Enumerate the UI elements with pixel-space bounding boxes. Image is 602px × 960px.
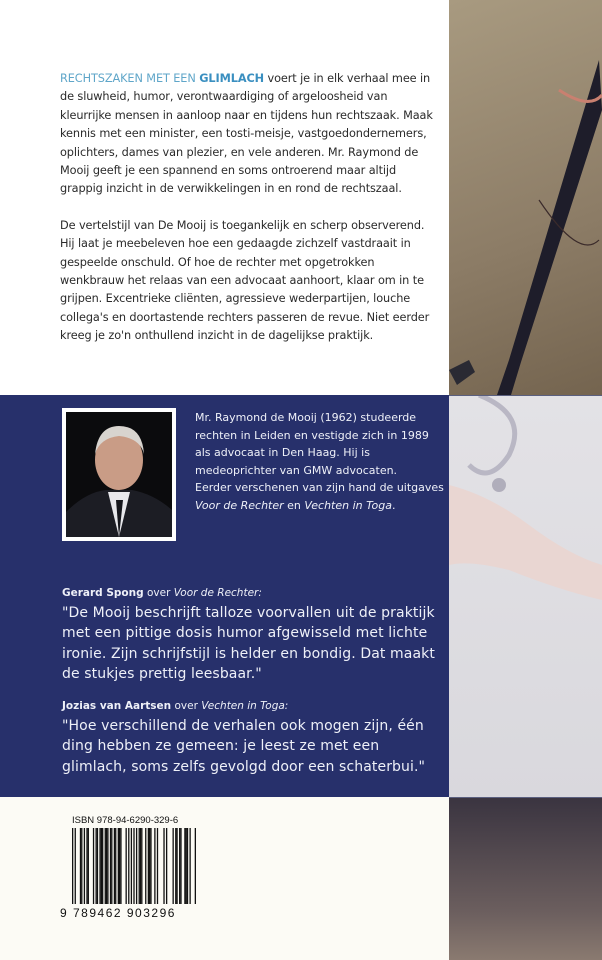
barcode-bar	[95, 828, 96, 904]
barcode-bar	[118, 828, 119, 904]
barcode-bar	[101, 828, 102, 904]
barcode-bar	[105, 828, 106, 904]
barcode-bar	[163, 828, 164, 904]
photo-middle	[449, 395, 602, 797]
blurb-paragraph-1: RECHTSZAKEN MET EEN GLIMLACH voert je in elk verhaal mee in de sluwheid, humor, verontwaardiging of argeloosheid van kleurrijke mensen in aanloop naar en tijdens hun rechtszaak. Maak kennis met een minister, een tosti-meisje, vastgoedondernemers, oplichters, dames van plezier, en vele anderen. Mr. Raymond de Mooij geeft je een spannend en soms ontroerend maar altijd grappig inzicht in de verwikkelingen in en rond de rechtszaal.	[60, 72, 433, 196]
barcode-bar	[148, 828, 149, 904]
title-caps: RECHTSZAKEN MET EEN GLIMLACH	[60, 72, 265, 85]
barcode-bar	[81, 828, 82, 904]
barcode-bar	[189, 828, 190, 904]
barcode-bar	[106, 828, 107, 904]
barcode-bar	[131, 828, 132, 904]
barcode-bar	[176, 828, 177, 904]
barcode-bar	[173, 828, 174, 904]
barcode-bar	[97, 828, 98, 904]
barcode-bar	[99, 828, 100, 904]
barcode-bar	[102, 828, 103, 904]
cover-photo	[449, 0, 602, 960]
barcode-bar	[84, 828, 85, 904]
divider	[449, 797, 602, 798]
photo-bottom	[449, 797, 602, 960]
blurb-panel	[0, 0, 449, 395]
barcode-bar	[195, 828, 196, 904]
barcode-bar	[119, 828, 120, 904]
isbn-label: ISBN 978-94-6290-329-6	[72, 815, 179, 826]
barcode-bar	[72, 828, 73, 904]
barcode-bar	[141, 828, 142, 904]
barcode-bar	[88, 828, 89, 904]
author-photo	[62, 408, 176, 541]
blurb-paragraph-2: De vertelstijl van De Mooij is toegankelijk en scherp observerend. Hij laat je meebeleven hoe een gedaagde zichzelf vastdraait in gespeelde onschuld. Of hoe de rechter met opgetrokken wenkbrauw het relaas van een advocaat aanhoort, klaar om in te grijpen. Excentrieke cliënten, agressieve wederpartijen, louche collega's en doortastende rechters passeren de revue. Niet eerder kreeg je zo'n onthullend inzicht in de dagelijkse praktijk.	[60, 218, 430, 343]
barcode-bar	[175, 828, 176, 904]
barcode-bar	[154, 828, 155, 904]
review-quote	[62, 585, 442, 684]
sword-blade	[497, 60, 602, 395]
quote-attribution: Gerard Spong over Voor de Rechter:	[62, 587, 262, 599]
barcode-bar	[110, 828, 111, 904]
barcode-bar	[157, 828, 158, 904]
barcode-bar	[140, 828, 141, 904]
barcode-bar	[128, 828, 129, 904]
barcode-bar	[149, 828, 150, 904]
barcode-bar	[180, 828, 181, 904]
isbn-barcode	[60, 815, 205, 920]
quote-text: "Hoe verschillend de verhalen ook mogen zijn, één ding hebben ze gemeen: je leest ze met een glimlach, soms zelfs gevolgd door een schaterbui."	[62, 718, 426, 775]
barcode-bar	[139, 828, 140, 904]
barcode-bar	[107, 828, 108, 904]
divider	[449, 395, 602, 396]
review-quote	[62, 698, 442, 777]
barcode-bar	[145, 828, 146, 904]
barcode-bar	[186, 828, 187, 904]
barcode-bar	[150, 828, 151, 904]
barcode-bar	[115, 828, 116, 904]
barcode-bar	[86, 828, 87, 904]
barcode-bar	[114, 828, 115, 904]
author-bio: Mr. Raymond de Mooij (1962) studeerde rechten in Leiden en vestigde zich in 1989 als advocaat in Den Haag. Hij is medeoprichter van GMW advocaten. Eerder verschenen van zijn hand de uitgaves Voor de Rechter en Vechten in Toga.	[195, 411, 444, 512]
barcode-bar	[179, 828, 180, 904]
barcode-digits: 9 789462 903296	[60, 906, 176, 920]
barcode-bar	[120, 828, 121, 904]
barcode-bar	[136, 828, 137, 904]
barcode-bar	[184, 828, 185, 904]
barcode-bar	[187, 828, 188, 904]
photo-top	[449, 0, 602, 395]
quote-attribution: Jozias van Aartsen over Vechten in Toga:	[62, 700, 289, 712]
quote-text: "De Mooij beschrijft talloze voorvallen uit de praktijk met een pittige dosis humor afgewisseld met lichte ironie. Zijn schrijfstijl is helder en bondig. Dat maakt de stukjes prettig leesbaar."	[62, 605, 435, 682]
barcode-bar	[80, 828, 81, 904]
barcode-bar	[133, 828, 134, 904]
barcode-bar	[93, 828, 94, 904]
barcode-bar	[75, 828, 76, 904]
barcode-bar	[111, 828, 112, 904]
barcode-bars	[72, 828, 196, 904]
blurb-text	[60, 70, 438, 364]
barcode-bar	[166, 828, 167, 904]
author-panel	[0, 395, 449, 797]
barcode-bar	[126, 828, 127, 904]
